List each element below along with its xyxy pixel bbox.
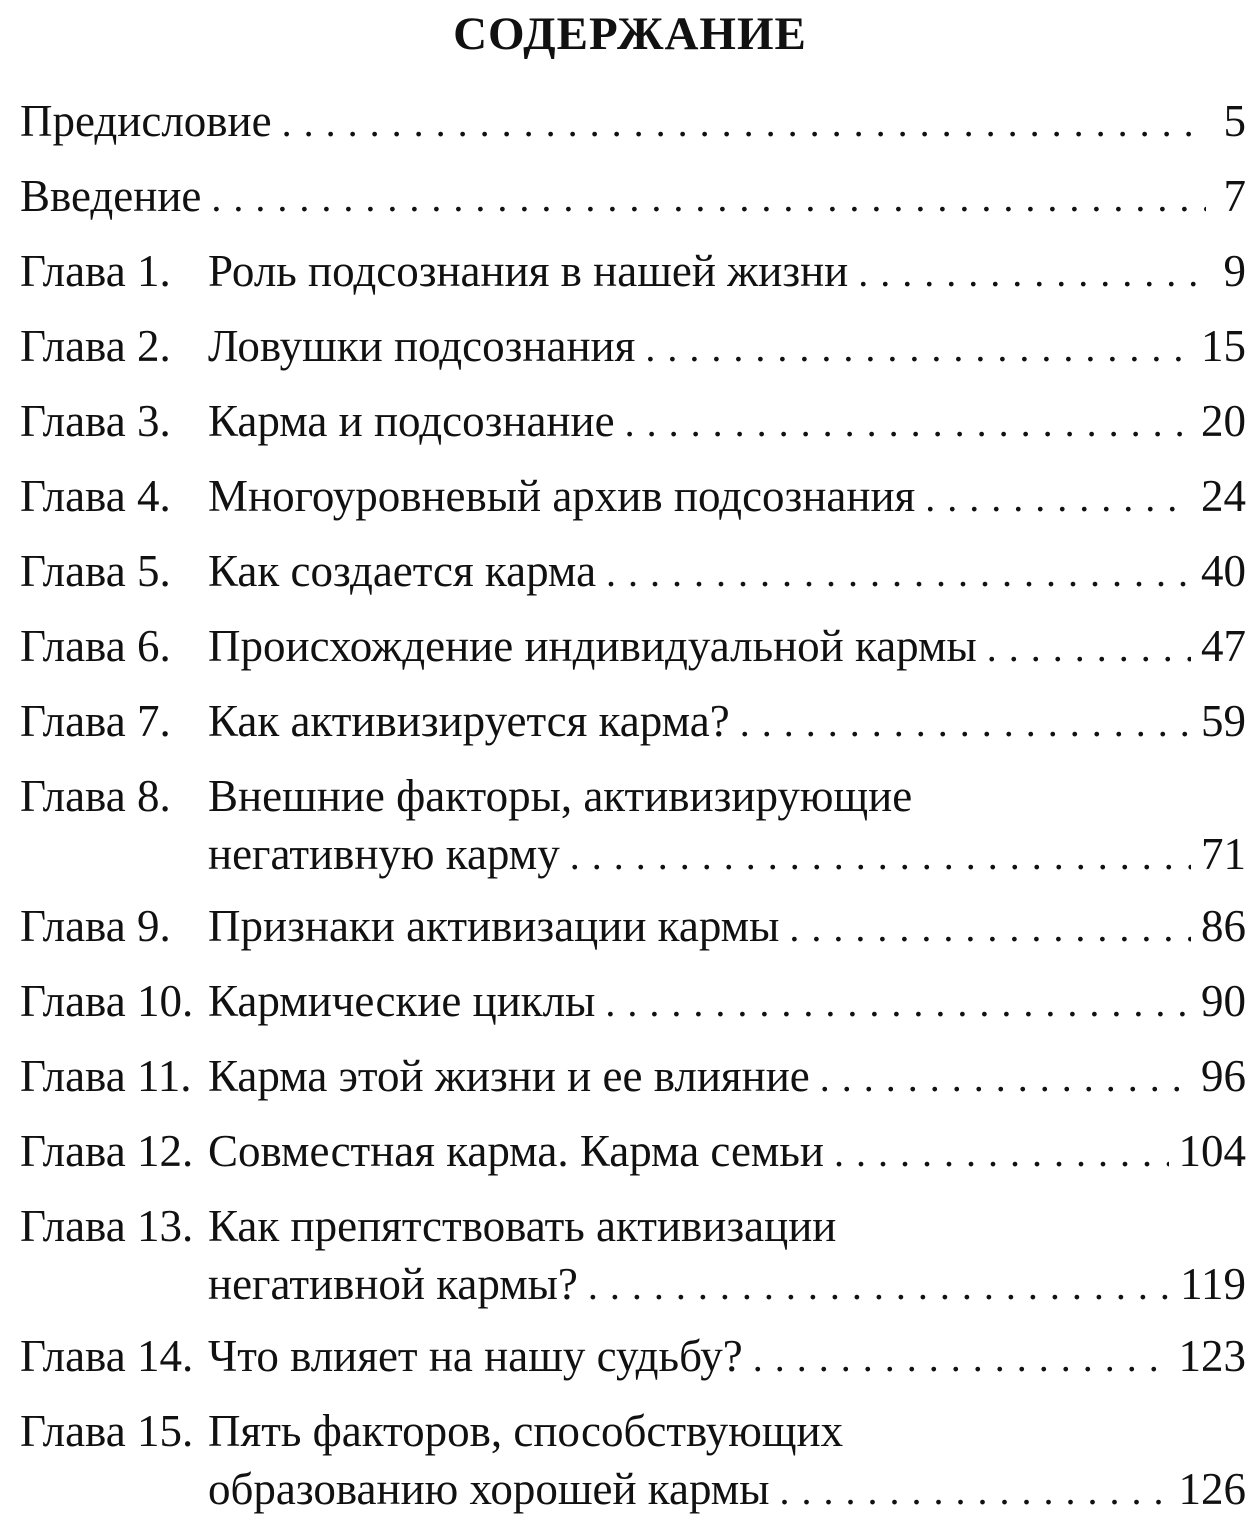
toc-entry-line: [20, 897, 1246, 955]
toc-entry[interactable]: [20, 1327, 1246, 1385]
toc-entry-line: [20, 1327, 1246, 1385]
page-number: 104: [1178, 1126, 1246, 1176]
chapter-label: Глава 11.: [20, 1051, 192, 1101]
page-number: 86: [1201, 901, 1246, 951]
dot-leader: [740, 694, 1191, 752]
toc-entry-line: [20, 617, 1246, 675]
dot-leader: [858, 244, 1206, 302]
entry-title: Внешние факторы, активизирующие: [208, 771, 913, 821]
dot-leader: [753, 1329, 1169, 1387]
toc-entry[interactable]: [20, 1122, 1246, 1180]
entry-title: Как препятствовать активизации: [208, 1201, 837, 1251]
page-number: 9: [1223, 246, 1246, 296]
chapter-label: Глава 9.: [20, 901, 171, 951]
page-number: 40: [1201, 546, 1246, 596]
entry-title: Роль подсознания в нашей жизни: [208, 246, 849, 296]
dot-leader: [779, 1462, 1168, 1520]
toc-entry[interactable]: [20, 617, 1246, 675]
entry-title: Признаки активизации кармы: [208, 901, 780, 951]
page-number: 5: [1223, 96, 1246, 146]
toc-entry-line: [20, 767, 1246, 825]
toc-entry-line: [20, 542, 1246, 600]
dot-leader: [282, 94, 1206, 152]
dot-leader: [570, 827, 1191, 885]
entry-title: Что влияет на нашу судьбу?: [208, 1331, 743, 1381]
chapter-label: Глава 1.: [20, 246, 171, 296]
dot-leader: [605, 974, 1191, 1032]
entry-title: Как активизируется карма?: [208, 696, 730, 746]
dot-leader: [987, 619, 1191, 677]
page-number: 47: [1201, 621, 1246, 671]
entry-title: Карма и подсознание: [208, 396, 615, 446]
toc-entry[interactable]: [20, 1047, 1246, 1105]
toc-entry[interactable]: [20, 1197, 1246, 1313]
chapter-label: Глава 12.: [20, 1126, 194, 1176]
toc-entry-line: [20, 167, 1246, 225]
dot-leader: [645, 319, 1191, 377]
toc-entry-line: [20, 1197, 1246, 1255]
page-number: 15: [1201, 321, 1246, 371]
page-number: 96: [1201, 1051, 1246, 1101]
page-number: 71: [1201, 829, 1246, 879]
toc-entry[interactable]: [20, 897, 1246, 955]
entry-title: Как создается карма: [208, 546, 597, 596]
toc-entry[interactable]: [20, 972, 1246, 1030]
chapter-label: Глава 14.: [20, 1331, 194, 1381]
page-title: СОДЕРЖАНИЕ: [453, 8, 807, 60]
chapter-label: Глава 13.: [20, 1201, 194, 1251]
toc-entry-line: [20, 692, 1246, 750]
entry-title: Многоуровневый архив подсознания: [208, 471, 916, 521]
dot-leader: [588, 1257, 1170, 1315]
entry-title: Введение: [20, 171, 202, 221]
toc-entry-line: [20, 1460, 1246, 1518]
chapter-label: Глава 2.: [20, 321, 171, 371]
dot-leader: [925, 469, 1191, 527]
toc-entry[interactable]: [20, 467, 1246, 525]
entry-title: Кармические циклы: [208, 976, 596, 1026]
toc-entry[interactable]: [20, 92, 1246, 150]
toc-entry-line: [20, 1047, 1246, 1105]
toc-entry[interactable]: [20, 167, 1246, 225]
page-number: 90: [1201, 976, 1246, 1026]
entry-title: Происхождение индивидуальной кармы: [208, 621, 977, 671]
toc-entry[interactable]: [20, 392, 1246, 450]
entry-title: Ловушки подсознания: [208, 321, 636, 371]
entry-title: Пять факторов, способствующих: [208, 1406, 844, 1456]
toc-entry-line: [20, 317, 1246, 375]
toc-entry[interactable]: [20, 542, 1246, 600]
dot-leader: [606, 544, 1191, 602]
chapter-label: Глава 10.: [20, 976, 194, 1026]
toc-entry[interactable]: [20, 692, 1246, 750]
toc-entry[interactable]: [20, 317, 1246, 375]
toc-entry-line: [20, 92, 1246, 150]
toc-entry[interactable]: [20, 767, 1246, 883]
toc-entry-line: [20, 1255, 1246, 1313]
entry-title: Совместная карма. Карма семьи: [208, 1126, 825, 1176]
entry-title: Предисловие: [20, 96, 272, 146]
toc-entry[interactable]: [20, 1402, 1246, 1518]
toc-entry-line: [20, 242, 1246, 300]
toc-entry-line: [20, 467, 1246, 525]
entry-title: негативную карму: [208, 829, 560, 879]
page-number: 126: [1178, 1464, 1246, 1514]
dot-leader: [820, 1049, 1191, 1107]
chapter-label: Глава 15.: [20, 1406, 194, 1456]
page-number: 7: [1223, 171, 1246, 221]
toc-entry-line: [20, 972, 1246, 1030]
chapter-label: Глава 4.: [20, 471, 171, 521]
dot-leader: [211, 169, 1206, 227]
chapter-label: Глава 6.: [20, 621, 171, 671]
dot-leader: [789, 899, 1191, 957]
chapter-label: Глава 8.: [20, 771, 171, 821]
dot-leader: [625, 394, 1191, 452]
chapter-label: Глава 3.: [20, 396, 171, 446]
entry-title: Карма этой жизни и ее влияние: [208, 1051, 810, 1101]
page-number: 59: [1201, 696, 1246, 746]
toc-entry-line: [20, 392, 1246, 450]
toc-entry-line: [20, 1122, 1246, 1180]
page-number: 119: [1180, 1259, 1246, 1309]
page-number: 123: [1178, 1331, 1246, 1381]
toc-entry-line: [20, 1402, 1246, 1460]
dot-leader: [834, 1124, 1168, 1182]
entry-title: негативной кармы?: [208, 1259, 578, 1309]
chapter-label: Глава 5.: [20, 546, 171, 596]
page-number: 20: [1201, 396, 1246, 446]
page-number: 24: [1201, 471, 1246, 521]
entry-title: образованию хорошей кармы: [208, 1464, 770, 1514]
toc-entry[interactable]: [20, 242, 1246, 300]
chapter-label: Глава 7.: [20, 696, 171, 746]
toc-entry-line: [20, 825, 1246, 883]
